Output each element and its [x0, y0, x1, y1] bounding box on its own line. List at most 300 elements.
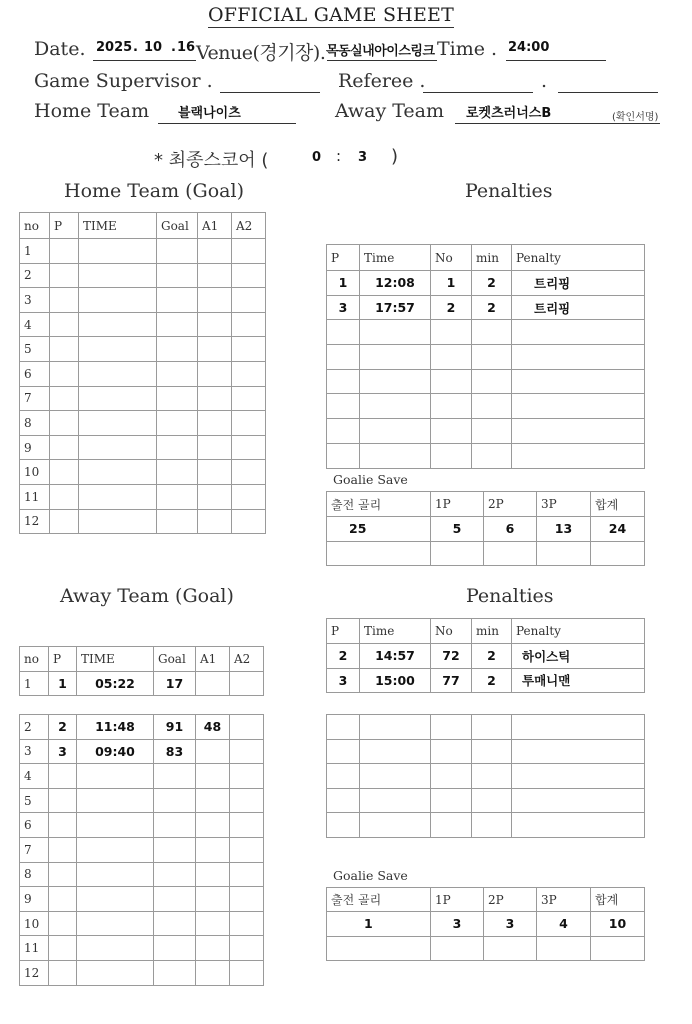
cell-period[interactable]: [49, 764, 77, 789]
referee-label: Referee .: [338, 70, 426, 92]
cell-a2[interactable]: [230, 739, 264, 764]
cell-p1-saves[interactable]: [431, 541, 484, 566]
row-number: 9: [20, 435, 50, 460]
table-row: [327, 369, 645, 394]
cell-goal[interactable]: [154, 837, 196, 862]
row-number: 2: [20, 715, 49, 740]
cell-a1[interactable]: [196, 862, 230, 887]
cell-penalty[interactable]: 트리핑: [512, 295, 645, 320]
final-score-home[interactable]: 0: [312, 150, 322, 165]
cell-p1-saves[interactable]: [431, 936, 484, 961]
table-row: [327, 644, 645, 669]
cell-period[interactable]: [50, 239, 79, 264]
cell-time[interactable]: 09:40: [77, 739, 154, 764]
col-header: 1P: [431, 888, 484, 912]
cell-a1[interactable]: [198, 337, 232, 362]
cell-goal[interactable]: 17: [154, 672, 196, 696]
cell-period[interactable]: [50, 484, 79, 509]
cell-time[interactable]: [360, 369, 431, 394]
cell-period[interactable]: [327, 788, 360, 813]
time-underline: [506, 60, 606, 61]
cell-minutes[interactable]: [472, 369, 512, 394]
cell-a1[interactable]: 48: [196, 715, 230, 740]
cell-time[interactable]: [79, 484, 157, 509]
away-penalties-table-bottom: [326, 714, 645, 838]
cell-a2[interactable]: [232, 435, 266, 460]
cell-a1[interactable]: [196, 813, 230, 838]
cell-a2[interactable]: [232, 239, 266, 264]
cell-time[interactable]: [360, 764, 431, 789]
cell-a1[interactable]: [198, 484, 232, 509]
cell-goal[interactable]: [157, 435, 198, 460]
cell-time[interactable]: [79, 386, 157, 411]
cell-a1[interactable]: [196, 788, 230, 813]
cell-player-no[interactable]: [431, 443, 472, 468]
cell-time[interactable]: [360, 394, 431, 419]
cell-goal[interactable]: [154, 862, 196, 887]
cell-a2[interactable]: [230, 862, 264, 887]
col-header: 3P: [537, 492, 591, 517]
cell-penalty[interactable]: [512, 419, 645, 444]
cell-a2[interactable]: [230, 960, 264, 985]
final-score-label: * 최종스코어 (: [154, 150, 269, 171]
cell-period[interactable]: 3: [327, 295, 360, 320]
cell-a1[interactable]: [198, 263, 232, 288]
cell-a2[interactable]: [230, 911, 264, 936]
home-goalie-save-label: Goalie Save: [333, 472, 408, 487]
cell-minutes[interactable]: [472, 394, 512, 419]
date-underline: [93, 60, 196, 61]
cell-a1[interactable]: [196, 837, 230, 862]
cell-a2[interactable]: [230, 887, 264, 912]
away-goals-table-bottom: [19, 714, 264, 986]
table-row: [20, 361, 266, 386]
cell-time[interactable]: [77, 837, 154, 862]
cell-period[interactable]: [49, 813, 77, 838]
cell-minutes[interactable]: [472, 739, 512, 764]
cell-minutes[interactable]: [472, 764, 512, 789]
cell-period[interactable]: [327, 739, 360, 764]
cell-period[interactable]: [50, 386, 79, 411]
table-row: [327, 443, 645, 468]
cell-a1[interactable]: [196, 672, 230, 696]
row-number: 12: [20, 960, 49, 985]
cell-player-no[interactable]: 2: [431, 295, 472, 320]
cell-penalty[interactable]: [512, 764, 645, 789]
cell-goal[interactable]: [154, 960, 196, 985]
cell-a1[interactable]: [196, 739, 230, 764]
table-row: [327, 345, 645, 370]
cell-time[interactable]: [79, 239, 157, 264]
cell-a1[interactable]: [198, 509, 232, 534]
col-header: Goal: [154, 647, 196, 672]
cell-player-no[interactable]: [431, 320, 472, 345]
col-header: TIME: [77, 647, 154, 672]
row-number: 8: [20, 862, 49, 887]
cell-p2-saves[interactable]: [484, 936, 537, 961]
cell-penalty[interactable]: 트리핑: [512, 271, 645, 296]
cell-a1[interactable]: [198, 312, 232, 337]
cell-period[interactable]: [49, 887, 77, 912]
cell-penalty[interactable]: [512, 394, 645, 419]
cell-p1-saves[interactable]: 5: [431, 517, 484, 542]
cell-penalty[interactable]: [512, 443, 645, 468]
cell-a1[interactable]: [196, 911, 230, 936]
cell-goal[interactable]: [157, 361, 198, 386]
cell-a2[interactable]: [232, 337, 266, 362]
col-header: Goal: [157, 213, 198, 239]
table-row: [20, 312, 266, 337]
cell-player-no[interactable]: [431, 419, 472, 444]
cell-period[interactable]: [49, 960, 77, 985]
cell-goalie[interactable]: 1: [327, 912, 431, 937]
cell-time[interactable]: [77, 960, 154, 985]
cell-minutes[interactable]: [472, 443, 512, 468]
cell-goal[interactable]: [157, 263, 198, 288]
cell-goal[interactable]: [157, 509, 198, 534]
cell-player-no[interactable]: [431, 345, 472, 370]
cell-a2[interactable]: [232, 288, 266, 313]
cell-period[interactable]: [327, 419, 360, 444]
cell-total-saves[interactable]: [591, 936, 645, 961]
cell-period[interactable]: 2: [49, 715, 77, 740]
table-row: [327, 419, 645, 444]
col-header: No: [431, 619, 472, 644]
cell-goal[interactable]: [154, 788, 196, 813]
cell-a2[interactable]: [230, 813, 264, 838]
cell-time[interactable]: [360, 419, 431, 444]
venue-value[interactable]: 목동실내아이스링크: [326, 44, 435, 59]
cell-total-saves[interactable]: 10: [591, 912, 645, 937]
cell-period[interactable]: [327, 345, 360, 370]
col-header: 합계: [591, 492, 645, 517]
cell-minutes[interactable]: [472, 419, 512, 444]
row-number: 3: [20, 739, 49, 764]
cell-a1[interactable]: [196, 764, 230, 789]
cell-goalie[interactable]: [327, 936, 431, 961]
table-row: [327, 912, 645, 937]
cell-player-no[interactable]: 72: [431, 644, 472, 669]
cell-time[interactable]: [77, 936, 154, 961]
cell-period[interactable]: [50, 460, 79, 485]
cell-penalty[interactable]: [512, 320, 645, 345]
cell-time[interactable]: [77, 911, 154, 936]
cell-a2[interactable]: [232, 411, 266, 436]
cell-p2-saves[interactable]: 3: [484, 912, 537, 937]
cell-player-no[interactable]: 1: [431, 271, 472, 296]
table-row: [20, 263, 266, 288]
cell-time[interactable]: [77, 813, 154, 838]
row-number: 3: [20, 288, 50, 313]
cell-minutes[interactable]: 2: [472, 668, 512, 693]
cell-goalie[interactable]: [327, 541, 431, 566]
row-number: 6: [20, 361, 50, 386]
cell-a2[interactable]: [230, 837, 264, 862]
cell-period[interactable]: 1: [327, 271, 360, 296]
cell-penalty[interactable]: 투매니맨: [512, 668, 645, 693]
cell-minutes[interactable]: [472, 813, 512, 838]
cell-player-no[interactable]: [431, 788, 472, 813]
referee-underline-2[interactable]: [558, 92, 658, 93]
away-goals-title: Away Team (Goal): [60, 585, 234, 607]
cell-minutes[interactable]: [472, 345, 512, 370]
cell-time[interactable]: [79, 361, 157, 386]
home-team-value[interactable]: 블랙나이츠: [178, 106, 241, 121]
cell-period[interactable]: [327, 369, 360, 394]
away-goals-table-top: [19, 646, 264, 696]
cell-time[interactable]: [77, 887, 154, 912]
cell-total-saves[interactable]: 24: [591, 517, 645, 542]
cell-time[interactable]: [360, 739, 431, 764]
cell-period[interactable]: [327, 813, 360, 838]
cell-minutes[interactable]: [472, 320, 512, 345]
cell-player-no[interactable]: [431, 764, 472, 789]
cell-period[interactable]: [50, 263, 79, 288]
cell-period[interactable]: [50, 337, 79, 362]
cell-minutes[interactable]: [472, 715, 512, 740]
cell-p3-saves[interactable]: 4: [537, 912, 591, 937]
away-penalties-table-top: [326, 618, 645, 693]
date-sep-2: .: [171, 40, 176, 55]
cell-period[interactable]: [327, 443, 360, 468]
cell-a1[interactable]: [196, 887, 230, 912]
supervisor-underline[interactable]: [220, 92, 320, 93]
cell-period[interactable]: [327, 394, 360, 419]
cell-p2-saves[interactable]: [484, 541, 537, 566]
table-header-row: [327, 245, 645, 271]
cell-player-no[interactable]: 77: [431, 668, 472, 693]
cell-a2[interactable]: [232, 312, 266, 337]
cell-time[interactable]: [360, 813, 431, 838]
cell-a1[interactable]: [196, 960, 230, 985]
cell-time[interactable]: [79, 509, 157, 534]
cell-p3-saves[interactable]: [537, 541, 591, 566]
table-row: [20, 672, 264, 696]
table-row: [20, 936, 264, 961]
cell-time[interactable]: [79, 288, 157, 313]
cell-period[interactable]: [49, 837, 77, 862]
cell-goal[interactable]: [157, 312, 198, 337]
cell-time[interactable]: [79, 263, 157, 288]
cell-period[interactable]: [50, 435, 79, 460]
cell-p1-saves[interactable]: 3: [431, 912, 484, 937]
cell-period[interactable]: 3: [49, 739, 77, 764]
cell-a2[interactable]: [230, 788, 264, 813]
away-team-value[interactable]: 로켓츠러너스B: [466, 106, 552, 121]
cell-goal[interactable]: [154, 887, 196, 912]
cell-penalty[interactable]: [512, 739, 645, 764]
row-number: 1: [20, 239, 50, 264]
cell-time[interactable]: [360, 715, 431, 740]
cell-penalty[interactable]: [512, 715, 645, 740]
row-number: 11: [20, 936, 49, 961]
cell-a1[interactable]: [198, 361, 232, 386]
cell-minutes[interactable]: 2: [472, 295, 512, 320]
cell-a2[interactable]: [232, 386, 266, 411]
final-score-away[interactable]: 3: [358, 150, 368, 165]
cell-penalty[interactable]: [512, 788, 645, 813]
col-header: no: [20, 213, 50, 239]
cell-p2-saves[interactable]: 6: [484, 517, 537, 542]
cell-period[interactable]: [50, 312, 79, 337]
table-row: [20, 386, 266, 411]
cell-a2[interactable]: [230, 672, 264, 696]
cell-a2[interactable]: [232, 509, 266, 534]
row-number: 7: [20, 386, 50, 411]
row-number: 8: [20, 411, 50, 436]
cell-period[interactable]: [327, 764, 360, 789]
cell-a1[interactable]: [198, 386, 232, 411]
cell-player-no[interactable]: [431, 739, 472, 764]
cell-time[interactable]: [360, 320, 431, 345]
cell-time[interactable]: [79, 411, 157, 436]
cell-a2[interactable]: [232, 361, 266, 386]
cell-p3-saves[interactable]: [537, 936, 591, 961]
cell-time[interactable]: [360, 443, 431, 468]
cell-time[interactable]: 05:22: [77, 672, 154, 696]
cell-period[interactable]: 1: [49, 672, 77, 696]
date-sep-1: .: [133, 40, 138, 55]
supervisor-label: Game Supervisor .: [34, 70, 213, 92]
home-goalie-table: [326, 491, 645, 566]
table-row: [20, 239, 266, 264]
row-number: 12: [20, 509, 50, 534]
table-row: [20, 509, 266, 534]
cell-period[interactable]: [327, 715, 360, 740]
cell-player-no[interactable]: [431, 715, 472, 740]
col-header: Penalty: [512, 619, 645, 644]
cell-a2[interactable]: [230, 764, 264, 789]
cell-time[interactable]: [79, 337, 157, 362]
home-penalties-title: Penalties: [465, 180, 553, 202]
cell-time[interactable]: [360, 345, 431, 370]
cell-player-no[interactable]: [431, 394, 472, 419]
table-row: [327, 541, 645, 566]
col-header: P: [49, 647, 77, 672]
cell-a1[interactable]: [198, 239, 232, 264]
cell-period[interactable]: [49, 862, 77, 887]
cell-period[interactable]: [50, 509, 79, 534]
cell-time[interactable]: 12:08: [360, 271, 431, 296]
cell-p3-saves[interactable]: 13: [537, 517, 591, 542]
cell-penalty[interactable]: [512, 813, 645, 838]
cell-time[interactable]: 17:57: [360, 295, 431, 320]
cell-goal[interactable]: [154, 764, 196, 789]
cell-time[interactable]: 11:48: [77, 715, 154, 740]
cell-minutes[interactable]: [472, 788, 512, 813]
cell-period[interactable]: [50, 411, 79, 436]
cell-period[interactable]: [327, 320, 360, 345]
cell-period[interactable]: [50, 288, 79, 313]
cell-time[interactable]: [77, 862, 154, 887]
cell-a1[interactable]: [198, 288, 232, 313]
cell-a1[interactable]: [198, 411, 232, 436]
cell-goal[interactable]: [154, 911, 196, 936]
row-number: 5: [20, 337, 50, 362]
table-row: [20, 288, 266, 313]
cell-goal[interactable]: [157, 337, 198, 362]
cell-goal[interactable]: [154, 813, 196, 838]
away-penalties-title: Penalties: [466, 585, 554, 607]
cell-goal[interactable]: 91: [154, 715, 196, 740]
date-year[interactable]: 2025: [96, 40, 133, 55]
table-row: [20, 960, 264, 985]
cell-time[interactable]: [360, 788, 431, 813]
table-row: [327, 788, 645, 813]
referee-underline-1[interactable]: [423, 92, 533, 93]
cell-period[interactable]: [49, 911, 77, 936]
table-row: [327, 813, 645, 838]
cell-a1[interactable]: [198, 460, 232, 485]
cell-minutes[interactable]: 2: [472, 644, 512, 669]
time-label: Time .: [437, 38, 498, 60]
table-row: [327, 668, 645, 693]
col-header: No: [431, 245, 472, 271]
cell-a2[interactable]: [230, 936, 264, 961]
cell-penalty[interactable]: [512, 345, 645, 370]
table-row: [327, 271, 645, 296]
home-team-label: Home Team: [34, 100, 150, 122]
cell-minutes[interactable]: 2: [472, 271, 512, 296]
date-month[interactable]: 10: [144, 40, 163, 55]
cell-goal[interactable]: [157, 288, 198, 313]
table-row: [20, 764, 264, 789]
cell-penalty[interactable]: 하이스틱: [512, 644, 645, 669]
cell-player-no[interactable]: [431, 813, 472, 838]
table-row: [20, 739, 264, 764]
table-row: [20, 911, 264, 936]
cell-time[interactable]: [79, 312, 157, 337]
cell-period[interactable]: 2: [327, 644, 360, 669]
cell-a1[interactable]: [196, 936, 230, 961]
col-header: Time: [360, 619, 431, 644]
away-team-underline: [455, 123, 660, 124]
col-header: no: [20, 647, 49, 672]
cell-time[interactable]: 15:00: [360, 668, 431, 693]
cell-a1[interactable]: [198, 435, 232, 460]
cell-period[interactable]: [49, 788, 77, 813]
cell-time[interactable]: [77, 764, 154, 789]
cell-time[interactable]: [79, 460, 157, 485]
cell-a2[interactable]: [232, 263, 266, 288]
cell-goal[interactable]: [157, 411, 198, 436]
cell-goal[interactable]: 83: [154, 739, 196, 764]
cell-time[interactable]: [77, 788, 154, 813]
date-day[interactable]: 16: [177, 40, 196, 55]
table-header-row: [327, 888, 645, 912]
cell-total-saves[interactable]: [591, 541, 645, 566]
cell-goalie[interactable]: 25: [327, 517, 431, 542]
cell-time[interactable]: [79, 435, 157, 460]
col-header: Penalty: [512, 245, 645, 271]
cell-goal[interactable]: [157, 386, 198, 411]
cell-period[interactable]: [50, 361, 79, 386]
cell-a2[interactable]: [232, 484, 266, 509]
cell-goal[interactable]: [157, 484, 198, 509]
row-number: 9: [20, 887, 49, 912]
cell-goal[interactable]: [157, 239, 198, 264]
cell-player-no[interactable]: [431, 369, 472, 394]
cell-period[interactable]: [49, 936, 77, 961]
cell-a2[interactable]: [230, 715, 264, 740]
cell-goal[interactable]: [157, 460, 198, 485]
cell-a2[interactable]: [232, 460, 266, 485]
cell-time[interactable]: 14:57: [360, 644, 431, 669]
time-value[interactable]: 24:00: [508, 40, 550, 55]
cell-penalty[interactable]: [512, 369, 645, 394]
cell-goal[interactable]: [154, 936, 196, 961]
cell-period[interactable]: 3: [327, 668, 360, 693]
